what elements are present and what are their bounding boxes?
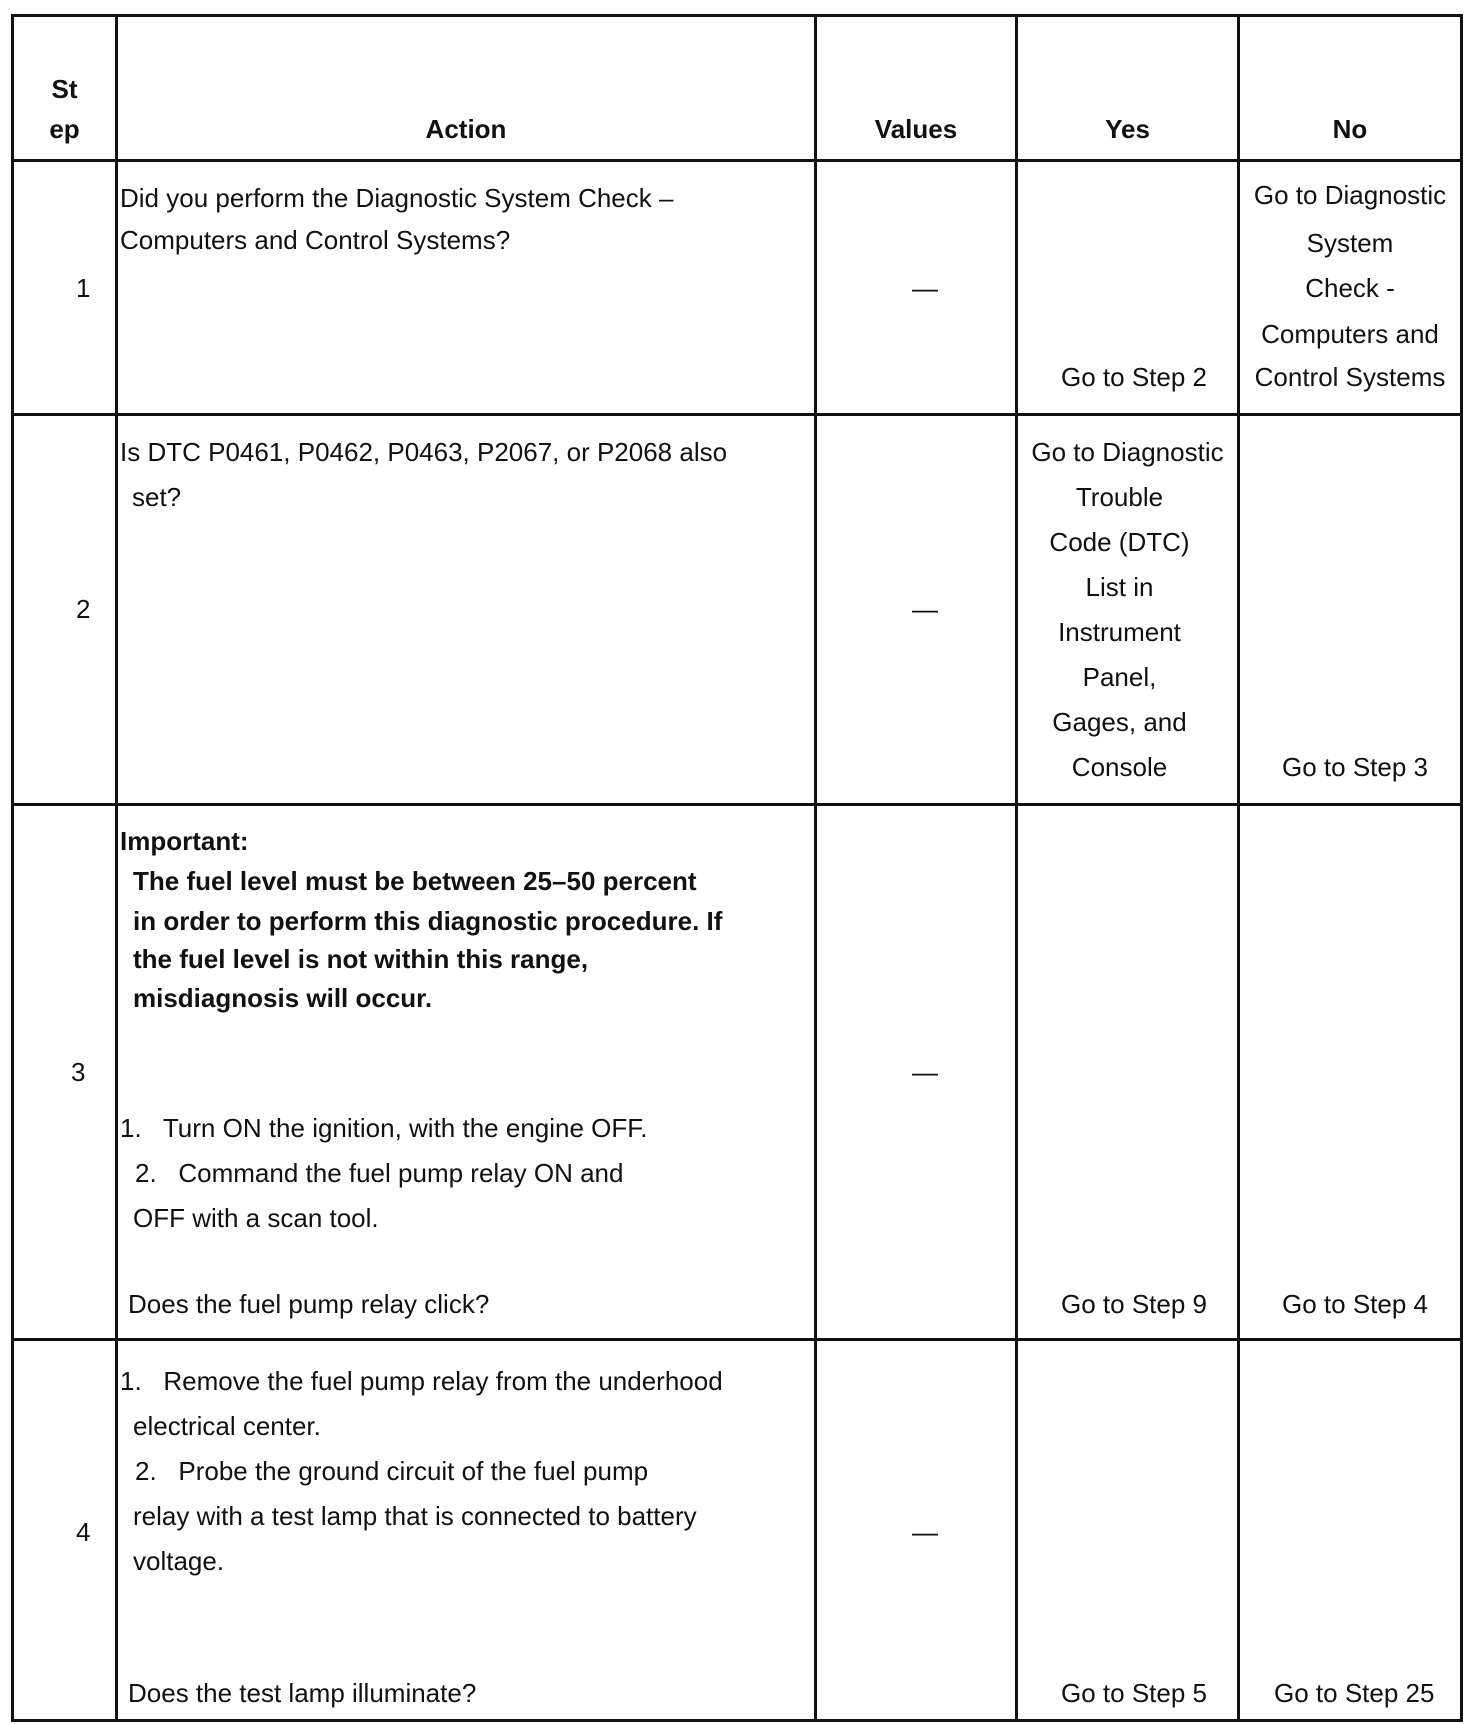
important-text: in order to perform this diagnostic procedure. If (133, 906, 723, 936)
row-divider (11, 1338, 1463, 1341)
header-values: Values (874, 114, 958, 144)
yes-action: Code (DTC) (1049, 527, 1190, 557)
question-text: Does the test lamp illuminate? (128, 1678, 477, 1708)
no-action: Check - (1305, 273, 1395, 303)
column-divider (1237, 14, 1240, 1722)
important-text: the fuel level is not within this range, (133, 944, 589, 974)
header-no: No (1332, 114, 1368, 144)
value-dash: — (912, 273, 938, 303)
action-text: Is DTC P0461, P0462, P0463, P2067, or P2068 also (120, 437, 728, 467)
instruction-text: 1. Remove the fuel pump relay from the underhood (120, 1366, 723, 1396)
yes-action: Go to Step 5 (1061, 1678, 1207, 1708)
question-text: Does the fuel pump relay click? (128, 1289, 490, 1319)
action-text: set? (132, 482, 182, 512)
instruction-text: voltage. (133, 1546, 225, 1576)
header-action: Action (425, 114, 507, 144)
value-dash: — (912, 1057, 938, 1087)
instruction-text: OFF with a scan tool. (133, 1203, 379, 1233)
table-border-bottom (11, 1719, 1463, 1722)
step-number: 3 (71, 1057, 86, 1087)
instruction-text: electrical center. (133, 1411, 321, 1441)
step-number: 1 (76, 273, 91, 303)
no-action: Go to Diagnostic (1253, 180, 1447, 210)
instruction-text: 1. Turn ON the ignition, with the engine OFF. (120, 1113, 648, 1143)
table-border-right (1460, 14, 1463, 1722)
no-action: Computers and (1261, 319, 1439, 349)
no-action: Go to Step 25 (1274, 1678, 1435, 1708)
yes-action: Go to Diagnostic (1031, 437, 1224, 467)
important-text: misdiagnosis will occur. (133, 983, 433, 1013)
table-border-left (11, 14, 14, 1722)
table-border-top (11, 14, 1463, 17)
step-number: 2 (76, 594, 91, 624)
yes-action: List in (1085, 572, 1154, 602)
header-yes: Yes (1105, 114, 1150, 144)
row-divider (11, 413, 1463, 416)
header-step: ep (49, 114, 80, 144)
header-step: St (51, 74, 78, 104)
instruction-text: relay with a test lamp that is connected to battery (133, 1501, 697, 1531)
value-dash: — (912, 1517, 938, 1547)
no-action: Control Systems (1254, 362, 1446, 392)
yes-action: Panel, (1082, 662, 1157, 692)
column-divider (1015, 14, 1018, 1722)
yes-action: Trouble (1075, 482, 1164, 512)
instruction-text: 2. Command the fuel pump relay ON and (135, 1158, 624, 1188)
no-action: Go to Step 4 (1282, 1289, 1428, 1319)
column-divider (115, 14, 118, 1722)
action-text: Did you perform the Diagnostic System Check – (120, 183, 674, 213)
no-action: Go to Step 3 (1282, 752, 1428, 782)
column-divider (814, 14, 817, 1722)
yes-action: Instrument (1058, 617, 1181, 647)
no-action: System (1306, 228, 1394, 258)
action-text: Computers and Control Systems? (120, 225, 511, 255)
step-number: 4 (76, 1517, 91, 1547)
value-dash: — (912, 594, 938, 624)
yes-action: Gages, and (1052, 707, 1187, 737)
yes-action: Console (1071, 752, 1168, 782)
important-label: Important: (120, 826, 249, 856)
row-divider (11, 803, 1463, 806)
instruction-text: 2. Probe the ground circuit of the fuel pump (135, 1456, 649, 1486)
yes-action: Go to Step 9 (1061, 1289, 1207, 1319)
row-divider (11, 159, 1463, 162)
yes-action: Go to Step 2 (1061, 362, 1207, 392)
important-text: The fuel level must be between 25–50 percent (133, 866, 697, 896)
